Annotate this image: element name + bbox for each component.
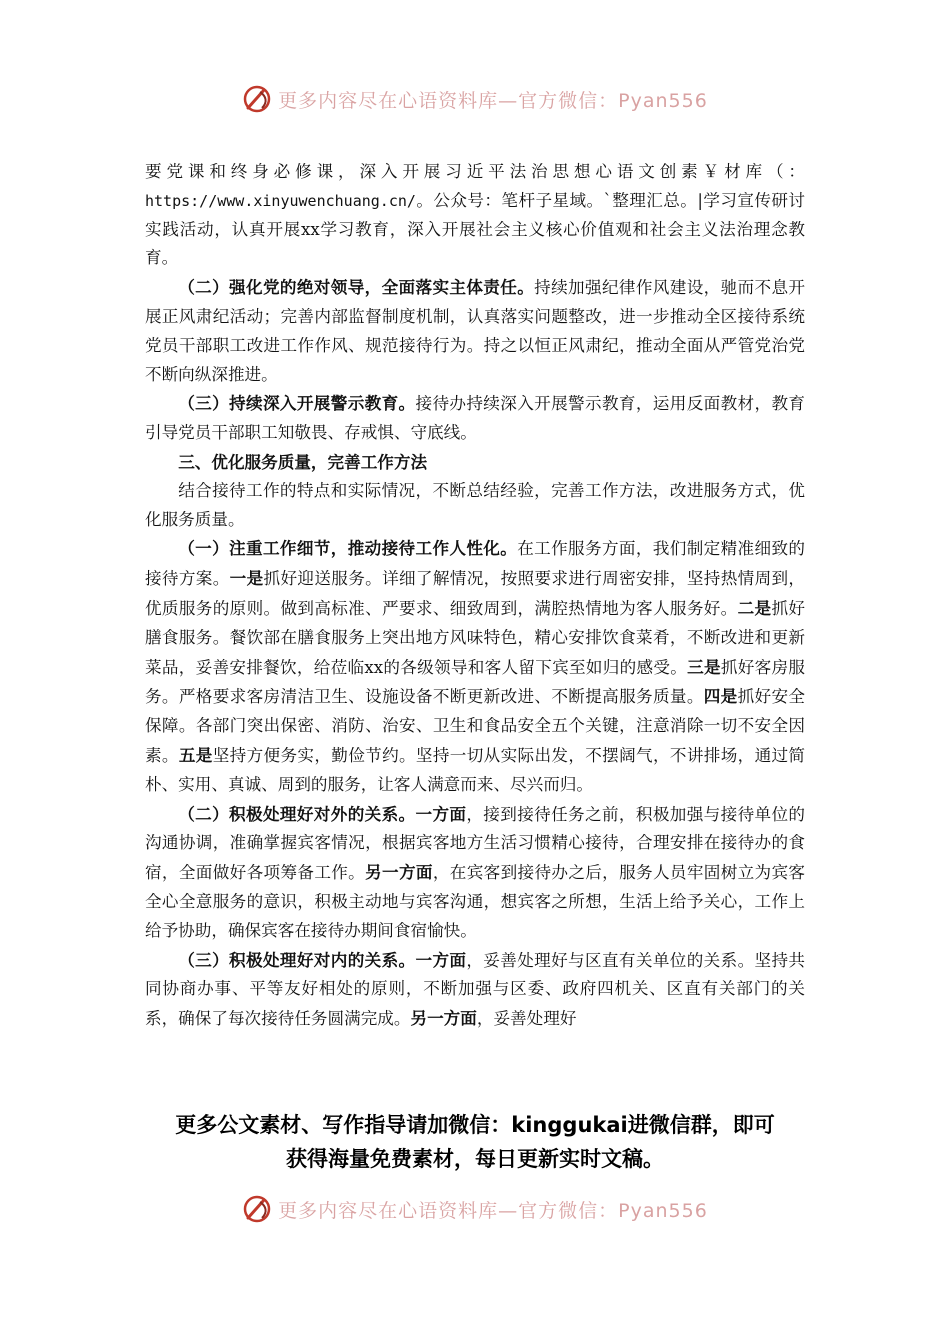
brush-logo-icon: [242, 84, 272, 114]
promo-text: [0, 1108, 950, 1176]
paragraph-2: （二）强化党的绝对领导，全面落实主体责任。持续加强纪律作风建设，驰而不息开展正风肃纪活动；完善内部监督制度机制，认真落实问题整改，进一步推动全区接待系统党员干部职工改进工作作风、规范接待行为。持之以恒正风肃纪，推动全面从严管党治党不断向纵深推进。: [145, 277, 806, 384]
banner-text: 更多内容尽在心语资料库—官方微信：Pyan556: [278, 1199, 708, 1222]
header-banner: [0, 84, 950, 114]
document-body: [145, 158, 805, 1034]
paragraph-4: 结合接待工作的特点和实际情况，不断总结经验，完善工作方法，改进服务方式，优化服务质量。: [145, 480, 805, 529]
brush-logo-icon: [242, 1194, 272, 1224]
paragraph-1: 要党课和终身必修课，深入开展习近平法治思想心语文创素￥材库（：https://www.xinyuwenchuang.cn/。公众号：笔杆子星域。`整理汇总。|学习宣传研讨实践活动，认真开展xx学习教育，深入开展社会主义核心价值观和社会主义法治理念教育。: [145, 162, 805, 268]
site-url: https://www.xinyuwenchuang.cn/: [145, 191, 416, 210]
paragraph-6: （二）积极处理好对外的关系。一方面，接到接待任务之前，积极加强与接待单位的沟通协调，准确掌握宾客情况，根据宾客地方生活习惯精心接待，合理安排在接待办的食宿，全面做好各项筹备工作。另一方面，在宾客到接待办之后，服务人员牢固树立为宾客全心全意服务的意识，积极主动地与宾客沟通，想宾客之所想，生活上给予关心，工作上给予协助，确保宾客在接待办期间食宿愉快。: [145, 803, 806, 940]
promo-line-1: 更多公文素材、写作指导请加微信：kinggukai进微信群，即可: [175, 1113, 775, 1137]
paragraph-5: （一）注重工作细节，推动接待工作人性化。在工作服务方面，我们制定精准细致的接待方案。一是抓好迎送服务。详细了解情况，按照要求进行周密安排，坚持热情周到，优质服务的原则。做到高标准、严要求、细致周到，满腔热情地为客人服务好。二是抓好膳食服务。餐饮部在膳食服务上突出地方风味特色，精心安排饮食菜肴，不断改进和更新菜品，妥善安排餐饮，给莅临xx的各级领导和客人留下宾至如归的感受。三是抓好客房服务。严格要求客房清洁卫生、设施设备不断更新改进、不断提高服务质量。四是抓好安全保障。各部门突出保密、消防、治安、卫生和食品安全五个关键，注意消除一切不安全因素。五是坚持方便务实，勤俭节约。坚持一切从实际出发，不摆阔气，不讲排场，通过简朴、实用、真诚、周到的服务，让客人满意而来、尽兴而归。: [145, 538, 806, 794]
footer-banner: [0, 1194, 950, 1224]
section-heading: 三、优化服务质量，完善工作方法: [178, 451, 428, 472]
paragraph-7: （三）积极处理好对内的关系。一方面，妥善处理好与区直有关单位的关系。坚持共同协商办事、平等友好相处的原则，不断加强与区委、政府四机关、区直有关部门的关系，确保了每次接待任务圆满完成。另一方面，妥善处理好: [145, 949, 806, 1029]
banner-text: 更多内容尽在心语资料库—官方微信：Pyan556: [278, 89, 708, 112]
paragraph-3: （三）持续深入开展警示教育。接待办持续深入开展警示教育，运用反面教材，教育引导党员干部职工知敬畏、存戒惧、守底线。: [145, 393, 806, 443]
promo-line-2: 获得海量免费素材，每日更新实时文稿。: [286, 1147, 664, 1171]
